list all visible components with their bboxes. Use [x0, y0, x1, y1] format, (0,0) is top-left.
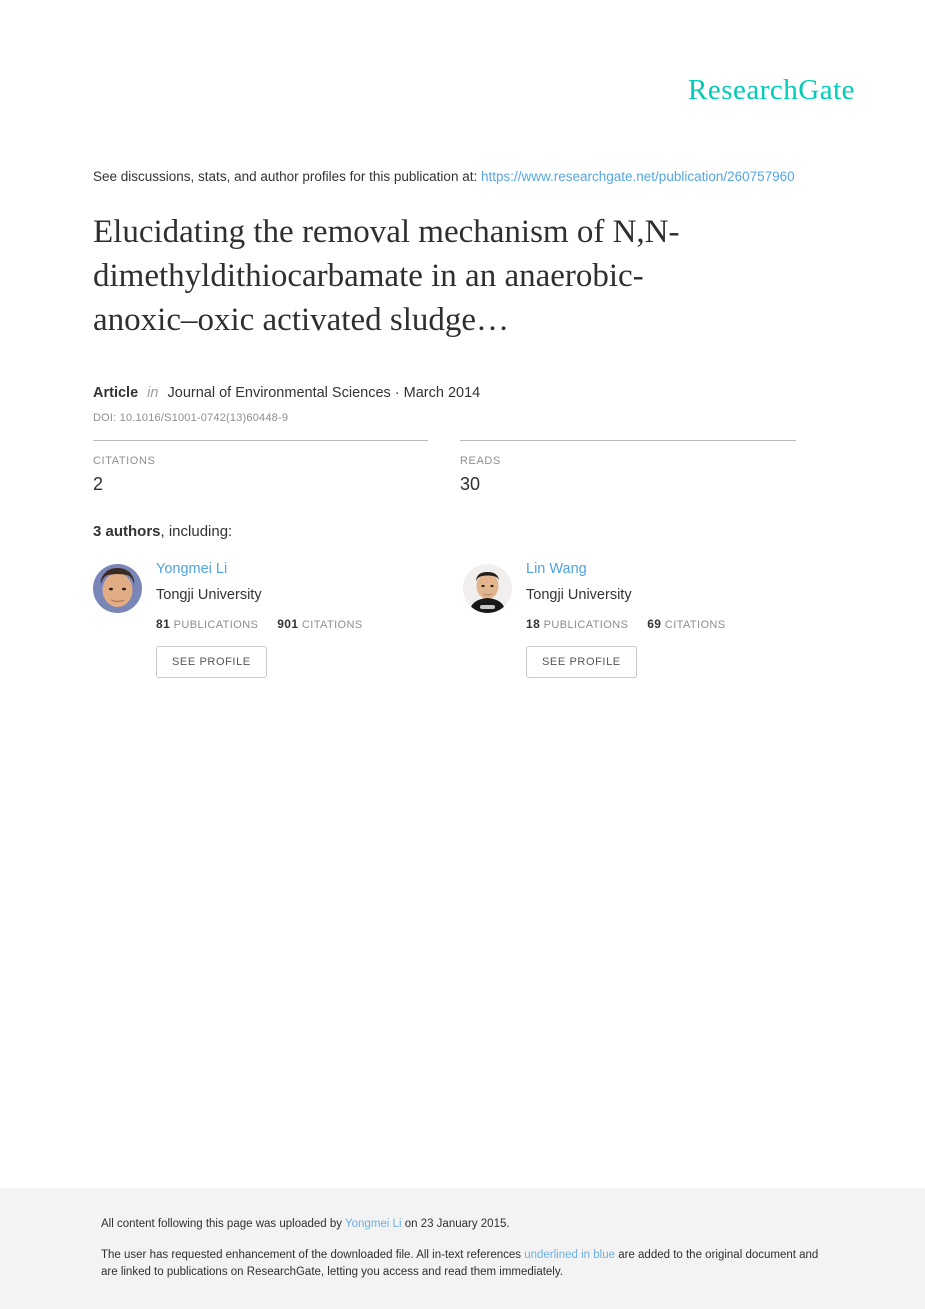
reads-stat-block — [460, 440, 796, 495]
see-discussions-text: See discussions, stats, and author profiles for this publication at: — [93, 169, 481, 184]
author-card — [463, 560, 803, 678]
journal-name: Journal of Environmental Sciences · March 2014 — [167, 385, 481, 401]
reads-label: READS — [460, 455, 501, 467]
article-meta-line — [93, 385, 480, 401]
citations-stat-block — [93, 440, 428, 495]
see-profile-button[interactable]: SEE PROFILE — [156, 646, 267, 678]
article-type-label: Article — [93, 385, 139, 401]
footer-banner — [0, 1188, 925, 1309]
author-stats — [156, 617, 433, 631]
see-discussions-line — [93, 169, 795, 184]
in-word: in — [147, 385, 159, 401]
publications-count: 81 — [156, 617, 171, 631]
doi-line: DOI: 10.1016/S1001-0742(13)60448-9 — [93, 412, 289, 424]
citations-count: 901 — [277, 617, 299, 631]
authors-heading — [93, 523, 232, 540]
enhancement-note — [101, 1247, 833, 1281]
publication-title — [93, 210, 833, 342]
citations-label: CITATIONS — [664, 619, 726, 631]
researchgate-logo: ResearchGate — [687, 74, 855, 106]
author-affiliation: Tongji University — [156, 587, 262, 603]
author-avatar[interactable] — [463, 564, 512, 613]
author-name-link[interactable]: Yongmei Li — [156, 561, 228, 577]
see-profile-button[interactable]: SEE PROFILE — [526, 646, 637, 678]
uploaded-line — [101, 1218, 510, 1230]
citations-value: 2 — [93, 474, 104, 494]
authors-count: 3 authors — [93, 523, 161, 540]
author-info — [156, 560, 433, 678]
author-info — [526, 560, 803, 678]
title-line-2: dimethyldithiocarbamate in an anaerobic- — [93, 258, 644, 294]
title-line-3: anoxic–oxic activated sludge… — [93, 302, 510, 338]
underlined-in-blue-link[interactable]: underlined in blue — [524, 1249, 616, 1261]
uploader-link[interactable]: Yongmei Li — [345, 1218, 402, 1230]
publications-label: PUBLICATIONS — [543, 619, 629, 631]
citations-count: 69 — [647, 617, 662, 631]
author-affiliation: Tongji University — [526, 587, 632, 603]
avatar-photo-man — [463, 564, 512, 613]
note-part2: are added to the original document and are linked to publications on ResearchGate, letting you access and read them immediately. — [101, 1249, 819, 1278]
authors-heading-rest: , including: — [160, 523, 233, 540]
publication-link[interactable]: https://www.researchgate.net/publication/260757960 — [480, 169, 795, 184]
title-line-1: Elucidating the removal mechanism of N,N- — [93, 214, 680, 250]
publications-label: PUBLICATIONS — [173, 619, 259, 631]
author-card — [93, 560, 433, 678]
note-part1: The user has requested enhancement of the downloaded file. All in-text references — [101, 1249, 525, 1261]
citations-label: CITATIONS — [301, 619, 363, 631]
citations-label: CITATIONS — [93, 455, 156, 467]
uploaded-suffix: on 23 January 2015. — [401, 1218, 510, 1230]
uploaded-prefix: All content following this page was uploaded by — [101, 1218, 346, 1230]
author-avatar[interactable] — [93, 564, 142, 613]
avatar-photo-woman — [93, 564, 142, 613]
author-name-link[interactable]: Lin Wang — [526, 561, 587, 577]
reads-value: 30 — [460, 474, 481, 494]
author-stats — [526, 617, 803, 631]
publications-count: 18 — [526, 617, 541, 631]
